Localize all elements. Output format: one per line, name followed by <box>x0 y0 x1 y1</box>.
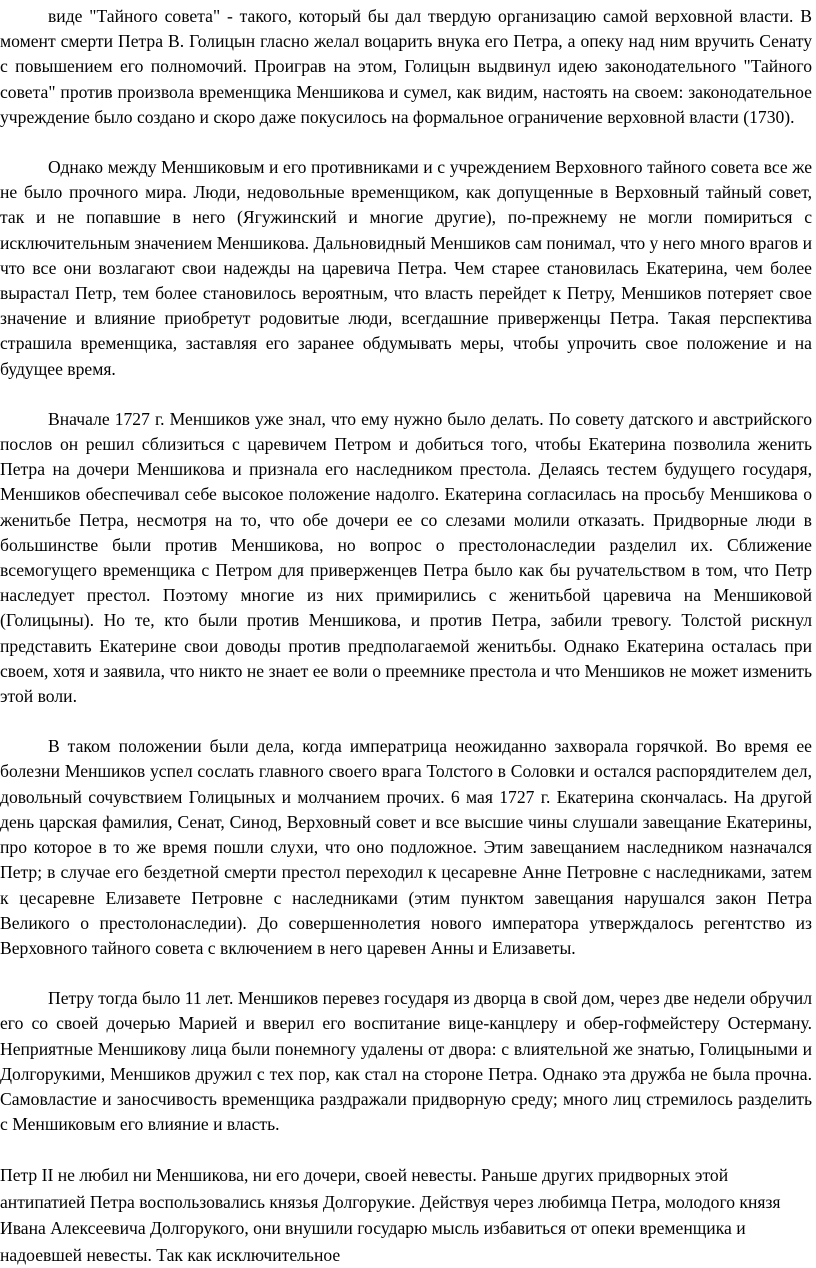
paragraph-gap <box>0 961 812 986</box>
paragraph-4: В таком положении были дела, когда императрица неожиданно захворала горячкой. Во время ее болезни Меншиков успел сослать главного своего врага Толстого в Соловки и остался распорядителем дел, довольный сочувствием Голицыных и молчанием прочих. 6 мая 1727 г. Екатерина скончалась. На другой день царская фамилия, Сенат, Синод, Верховный совет и все высшие чины слушали завещание Екатерины, про которое в то же время пошли слухи, что оно подложное. Этим завещанием наследником назначался Петр; в случае его бездетной смерти престол переходил к цесаревне Анне Петровне с наследниками, затем к цесаревне Елизавете Петровне с наследниками (этим пунктом завещания нарушался закон Петра Великого о престолонаследии). До совершеннолетия нового императора утверждалось регентство из Верховного тайного совета с включением в него царевен Анны и Елизаветы. <box>0 736 812 958</box>
document-page <box>0 4 812 1268</box>
paragraph-1: виде "Тайного совета" - такого, который бы дал твердую организацию самой верховной власти. В момент смерти Петра В. Голицын гласно желал воцарить внука его Петра, а опеку над ним вручить Сенату с повышением его полномочий. Проиграв на этом, Голицын выдвинул идею законодательного "Тайного совета" против произвола временщика Меншикова и сумел, как видим, настоять на своем: законодательное учреждение было создано и скоро даже покусилось на формальное ограничение верховной власти (1730). <box>0 6 812 127</box>
paragraph-gap <box>0 382 812 407</box>
paragraph-gap <box>0 709 812 734</box>
paragraph-6: Петр II не любил ни Меншикова, ни его дочери, своей невесты. Раньше других придворных этой антипатией Петра воспользовались князья Долгорукие. Действуя через любимца Петра, молодого князя Ивана Алексеевича Долгорукого, они внушили государю мысль избавиться от опеки временщика и надоевшей невесты. Так как исключительное <box>0 1165 781 1265</box>
paragraph-5: Петру тогда было 11 лет. Меншиков перевез государя из дворца в свой дом, через две недели обручил его со своей дочерью Марией и вверил его воспитание вице-канцлеру и обер-гофмейстеру Остерману. Неприятные Меншикову лица были понемногу удалены от двора: с влиятельной же знатью, Голицыными и Долгорукими, Меншиков дружил с тех пор, как стал на стороне Петра. Однако эта дружба не была прочна. Самовластие и заносчивость временщика раздражали придворную среду; много лиц стремилось разделить с Меншиковым его влияние и власть. <box>0 988 812 1135</box>
paragraph-gap <box>0 130 812 155</box>
paragraph-2: Однако между Меншиковым и его противниками и с учреждением Верховного тайного совета все же не было прочного мира. Люди, недовольные временщиком, как допущенные в Верховный тайный совет, так и не попавшие в него (Ягужинский и многие другие), по-прежнему не могли помириться с исключительным значением Меншикова. Дальновидный Меншиков сам понимал, что у него много врагов и что все они возлагают свои надежды на царевича Петра. Чем старее становилась Екатерина, чем более вырастал Петр, тем более становилось вероятным, что власть перейдет к Петру, Меншиков потеряет свое значение и влияние приобретут родовитые люди, всегдашние приверженцы Петра. Такая перспектива страшила временщика, заставляя его заранее обдумывать меры, чтобы упрочить свое положение и на будущее время. <box>0 157 812 379</box>
paragraph-3: Вначале 1727 г. Меншиков уже знал, что ему нужно было делать. По совету датского и австрийского послов он решил сблизиться с царевичем Петром и добиться того, чтобы Екатерина позволила женить Петра на дочери Меншикова и признала его наследником престола. Делаясь тестем будущего государя, Меншиков обеспечивал себе высокое положение надолго. Екатерина согласилась на просьбу Меншикова о женитьбе Петра, несмотря на то, что обе дочери ее со слезами молили отказать. Придворные люди в большинстве были против Меншикова, но вопрос о престолонаследии разделил их. Сближение всемогущего временщика с Петром для приверженцев Петра было как бы ручательством в том, что Петр наследует престол. Поэтому многие из них примирились с женитьбой царевича на Меншиковой (Голицыны). Но те, кто были против Меншикова, и против Петра, забили тревогу. Толстой рискнул представить Екатерине свои доводы против предполагаемой женитьбы. Однако Екатерина осталась при своем, хотя и заявила, что никто не знает ее воли о преемнике престола и что Меншиков не может изменить этой воли. <box>0 408 812 707</box>
paragraph-gap <box>0 1137 812 1162</box>
